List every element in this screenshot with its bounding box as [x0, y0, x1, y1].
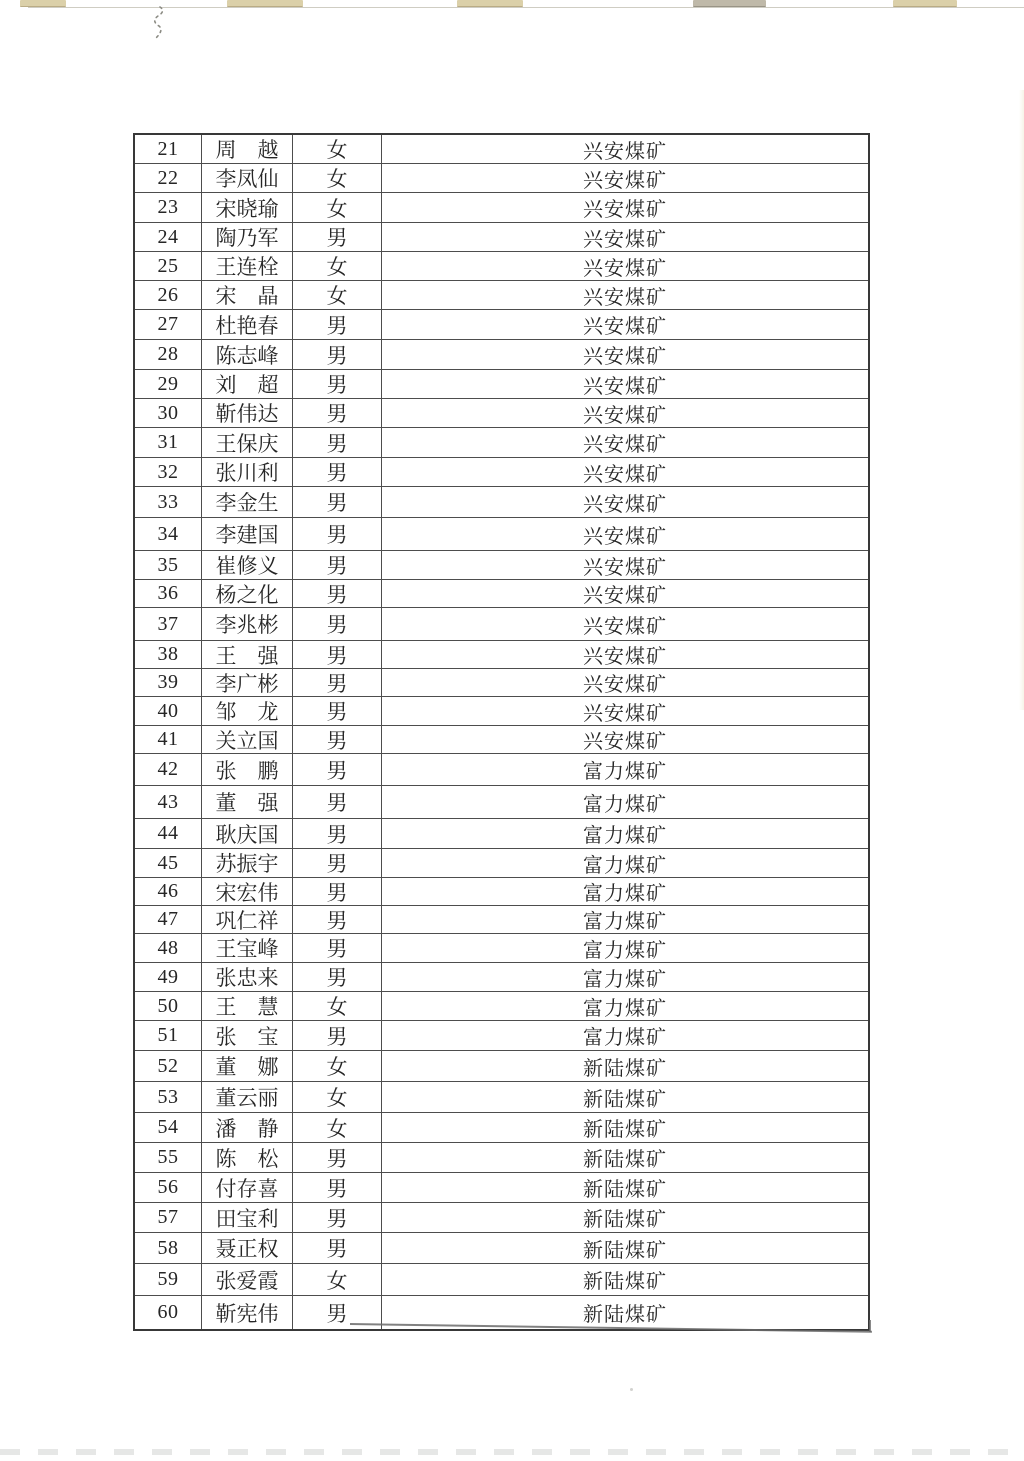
name-cell: 宋 晶	[202, 281, 293, 309]
gender-cell: 男	[293, 1021, 382, 1050]
unit-cell: 兴安煤矿	[583, 375, 667, 398]
gender-cell: 男	[293, 963, 382, 991]
gender-cell: 女	[293, 1264, 382, 1295]
gender-cell: 男	[293, 934, 382, 962]
name-cell: 杨之化	[202, 580, 293, 607]
gender-cell: 男	[293, 726, 382, 753]
unit-cell: 富力煤矿	[583, 911, 667, 933]
name-cell: 李凤仙	[202, 164, 293, 192]
table-row	[135, 252, 868, 281]
scan-edge-chip	[20, 0, 66, 7]
unit-cell: 兴安煤矿	[583, 199, 667, 221]
table-row	[135, 641, 868, 669]
row-number-cell: 23	[135, 193, 202, 222]
table-row	[135, 849, 868, 878]
unit-cell: 兴安煤矿	[583, 463, 667, 486]
table-row	[135, 726, 868, 754]
unit-cell: 兴安煤矿	[583, 615, 667, 638]
row-number-cell: 33	[135, 487, 202, 517]
unit-cell: 富力煤矿	[583, 1027, 667, 1049]
unit-cell: 富力煤矿	[583, 968, 667, 991]
gender-cell: 女	[293, 1051, 382, 1081]
table-row	[135, 487, 868, 518]
unit-cell: 兴安煤矿	[583, 316, 667, 338]
row-number-cell: 53	[135, 1082, 202, 1112]
unit-cell: 新陆煤矿	[583, 1304, 667, 1326]
table-row	[135, 1203, 868, 1233]
unit-cell: 兴安煤矿	[583, 585, 667, 607]
row-number-cell: 29	[135, 370, 202, 398]
table-row	[135, 878, 868, 906]
unit-cell: 兴安煤矿	[583, 493, 667, 516]
unit-cell: 新陆煤矿	[583, 1179, 667, 1201]
gender-cell: 男	[293, 906, 382, 933]
name-cell: 董 强	[202, 786, 293, 818]
row-number-cell: 59	[135, 1264, 202, 1295]
gender-cell: 男	[293, 1296, 382, 1329]
row-number-cell: 38	[135, 641, 202, 668]
name-cell: 王 强	[202, 641, 293, 668]
gender-cell: 男	[293, 1203, 382, 1232]
table-row	[135, 281, 868, 310]
table-row	[135, 518, 868, 551]
name-cell: 王连栓	[202, 252, 293, 280]
row-number-cell: 50	[135, 992, 202, 1020]
table-row	[135, 754, 868, 786]
unit-cell: 兴安煤矿	[583, 525, 667, 548]
row-number-cell: 51	[135, 1021, 202, 1050]
table-row	[135, 934, 868, 963]
unit-cell: 兴安煤矿	[583, 140, 667, 163]
table-row	[135, 340, 868, 370]
table-row	[135, 1021, 868, 1051]
row-number-cell: 40	[135, 697, 202, 725]
name-cell: 李建国	[202, 518, 293, 550]
name-cell: 张爱霞	[202, 1264, 293, 1295]
table-row	[135, 370, 868, 399]
table-row	[135, 608, 868, 641]
row-number-cell: 24	[135, 223, 202, 251]
row-number-cell: 45	[135, 849, 202, 877]
name-cell: 王保庆	[202, 428, 293, 457]
row-number-cell: 28	[135, 340, 202, 369]
row-number-cell: 49	[135, 963, 202, 991]
gender-cell: 男	[293, 458, 382, 486]
unit-cell: 兴安煤矿	[583, 674, 667, 696]
name-cell: 李兆彬	[202, 608, 293, 640]
row-number-cell: 56	[135, 1173, 202, 1202]
row-number-cell: 39	[135, 669, 202, 696]
gender-cell: 男	[293, 1143, 382, 1172]
name-cell: 关立国	[202, 726, 293, 753]
table-row	[135, 428, 868, 458]
gender-cell: 男	[293, 754, 382, 785]
gender-cell: 女	[293, 1082, 382, 1112]
name-cell: 靳伟达	[202, 399, 293, 427]
name-cell: 周 越	[202, 135, 293, 163]
unit-cell: 富力煤矿	[583, 793, 667, 816]
scan-edge-tint	[1019, 90, 1024, 710]
gender-cell: 男	[293, 878, 382, 905]
name-cell: 陈 松	[202, 1143, 293, 1172]
row-number-cell: 31	[135, 428, 202, 457]
gender-cell: 男	[293, 487, 382, 517]
gender-cell: 男	[293, 551, 382, 579]
gender-cell: 男	[293, 1233, 382, 1263]
row-number-cell: 30	[135, 399, 202, 427]
table-row	[135, 458, 868, 487]
name-cell: 靳宪伟	[202, 1296, 293, 1329]
gender-cell: 男	[293, 849, 382, 877]
scan-edge-chip	[693, 0, 766, 7]
row-number-cell: 44	[135, 819, 202, 848]
table-row	[135, 1173, 868, 1203]
gender-cell: 男	[293, 819, 382, 848]
unit-cell: 富力煤矿	[583, 939, 667, 962]
unit-cell: 富力煤矿	[583, 825, 667, 847]
row-number-cell: 36	[135, 580, 202, 607]
name-cell: 聂正权	[202, 1233, 293, 1263]
unit-cell: 兴安煤矿	[583, 646, 667, 668]
name-cell: 张忠来	[202, 963, 293, 991]
gender-cell: 女	[293, 252, 382, 280]
table-row	[135, 697, 868, 726]
row-number-cell: 42	[135, 754, 202, 785]
name-cell: 田宝利	[202, 1203, 293, 1232]
roster-table	[133, 133, 870, 1331]
scan-edge-line	[28, 7, 1024, 8]
gender-cell: 男	[293, 223, 382, 251]
row-number-cell: 48	[135, 934, 202, 962]
table-row	[135, 992, 868, 1021]
gender-cell: 女	[293, 164, 382, 192]
unit-cell: 兴安煤矿	[583, 257, 667, 280]
table-row	[135, 669, 868, 697]
name-cell: 李广彬	[202, 669, 293, 696]
table-row	[135, 135, 868, 164]
scan-speck	[630, 1388, 633, 1391]
unit-cell: 兴安煤矿	[583, 346, 667, 368]
row-number-cell: 55	[135, 1143, 202, 1172]
gender-cell: 女	[293, 281, 382, 309]
name-cell: 付存喜	[202, 1173, 293, 1202]
gender-cell: 男	[293, 518, 382, 550]
row-number-cell: 27	[135, 310, 202, 339]
unit-cell: 新陆煤矿	[583, 1088, 667, 1111]
name-cell: 宋晓瑜	[202, 193, 293, 222]
gender-cell: 女	[293, 1113, 382, 1142]
unit-cell: 兴安煤矿	[583, 286, 667, 309]
row-number-cell: 22	[135, 164, 202, 192]
row-number-cell: 35	[135, 551, 202, 579]
name-cell: 张 鹏	[202, 754, 293, 785]
row-number-cell: 25	[135, 252, 202, 280]
unit-cell: 富力煤矿	[583, 761, 667, 783]
name-cell: 李金生	[202, 487, 293, 517]
table-row	[135, 1082, 868, 1113]
unit-cell: 新陆煤矿	[583, 1209, 667, 1231]
gender-cell: 男	[293, 310, 382, 339]
name-cell: 苏振宇	[202, 849, 293, 877]
unit-cell: 兴安煤矿	[583, 169, 667, 192]
table-row	[135, 906, 868, 934]
table-row	[135, 1264, 868, 1296]
gender-cell: 男	[293, 428, 382, 457]
name-cell: 陶乃军	[202, 223, 293, 251]
unit-cell: 新陆煤矿	[583, 1239, 667, 1262]
table-row	[135, 164, 868, 193]
row-number-cell: 43	[135, 786, 202, 818]
table-row	[135, 223, 868, 252]
gender-cell: 男	[293, 399, 382, 427]
name-cell: 王宝峰	[202, 934, 293, 962]
name-cell: 陈志峰	[202, 340, 293, 369]
table-row	[135, 193, 868, 223]
unit-cell: 新陆煤矿	[583, 1271, 667, 1293]
name-cell: 张川利	[202, 458, 293, 486]
table-row	[135, 399, 868, 428]
table-row	[135, 963, 868, 992]
row-number-cell: 41	[135, 726, 202, 753]
name-cell: 董 娜	[202, 1051, 293, 1081]
gender-cell: 男	[293, 608, 382, 640]
unit-cell: 兴安煤矿	[583, 556, 667, 579]
row-number-cell: 34	[135, 518, 202, 550]
unit-cell: 兴安煤矿	[583, 702, 667, 725]
unit-cell: 兴安煤矿	[583, 228, 667, 251]
table-row	[135, 1143, 868, 1173]
unit-cell: 兴安煤矿	[583, 731, 667, 753]
row-number-cell: 47	[135, 906, 202, 933]
scan-bottom-artifact	[0, 1449, 1024, 1455]
gender-cell: 男	[293, 370, 382, 398]
unit-cell: 兴安煤矿	[583, 404, 667, 427]
row-number-cell: 26	[135, 281, 202, 309]
table-row	[135, 310, 868, 340]
scan-edge-chip	[893, 0, 957, 7]
gender-cell: 男	[293, 669, 382, 696]
unit-cell: 新陆煤矿	[583, 1119, 667, 1141]
name-cell: 王 慧	[202, 992, 293, 1020]
gender-cell: 女	[293, 992, 382, 1020]
scan-edge-chip	[227, 0, 303, 7]
table-row	[135, 1233, 868, 1264]
name-cell: 张 宝	[202, 1021, 293, 1050]
name-cell: 巩仁祥	[202, 906, 293, 933]
unit-cell: 富力煤矿	[583, 854, 667, 877]
row-number-cell: 58	[135, 1233, 202, 1263]
name-cell: 崔修义	[202, 551, 293, 579]
table-row	[135, 819, 868, 849]
gender-cell: 男	[293, 1173, 382, 1202]
gender-cell: 女	[293, 135, 382, 163]
row-number-cell: 21	[135, 135, 202, 163]
row-number-cell: 46	[135, 878, 202, 905]
gender-cell: 男	[293, 697, 382, 725]
unit-cell: 新陆煤矿	[583, 1057, 667, 1080]
row-number-cell: 37	[135, 608, 202, 640]
unit-cell: 富力煤矿	[583, 883, 667, 905]
table-row	[135, 551, 868, 580]
unit-cell: 富力煤矿	[583, 997, 667, 1020]
gender-cell: 男	[293, 340, 382, 369]
unit-cell: 兴安煤矿	[583, 434, 667, 456]
table-row	[135, 1296, 868, 1329]
table-row	[135, 786, 868, 819]
unit-cell: 新陆煤矿	[583, 1149, 667, 1171]
row-number-cell: 52	[135, 1051, 202, 1081]
gender-cell: 女	[293, 193, 382, 222]
table-row	[135, 1113, 868, 1143]
name-cell: 董云丽	[202, 1082, 293, 1112]
row-number-cell: 54	[135, 1113, 202, 1142]
gender-cell: 男	[293, 580, 382, 607]
name-cell: 刘 超	[202, 370, 293, 398]
table-row	[135, 580, 868, 608]
name-cell: 潘 静	[202, 1113, 293, 1142]
gender-cell: 男	[293, 786, 382, 818]
row-number-cell: 32	[135, 458, 202, 486]
name-cell: 耿庆国	[202, 819, 293, 848]
name-cell: 宋宏伟	[202, 878, 293, 905]
gender-cell: 男	[293, 641, 382, 668]
table-row	[135, 1051, 868, 1082]
name-cell: 杜艳春	[202, 310, 293, 339]
name-cell: 邹 龙	[202, 697, 293, 725]
scan-edge-chip	[457, 0, 523, 7]
scan-skew-line-tick	[869, 1320, 871, 1332]
pen-mark	[146, 4, 174, 44]
row-number-cell: 60	[135, 1296, 202, 1329]
row-number-cell: 57	[135, 1203, 202, 1232]
